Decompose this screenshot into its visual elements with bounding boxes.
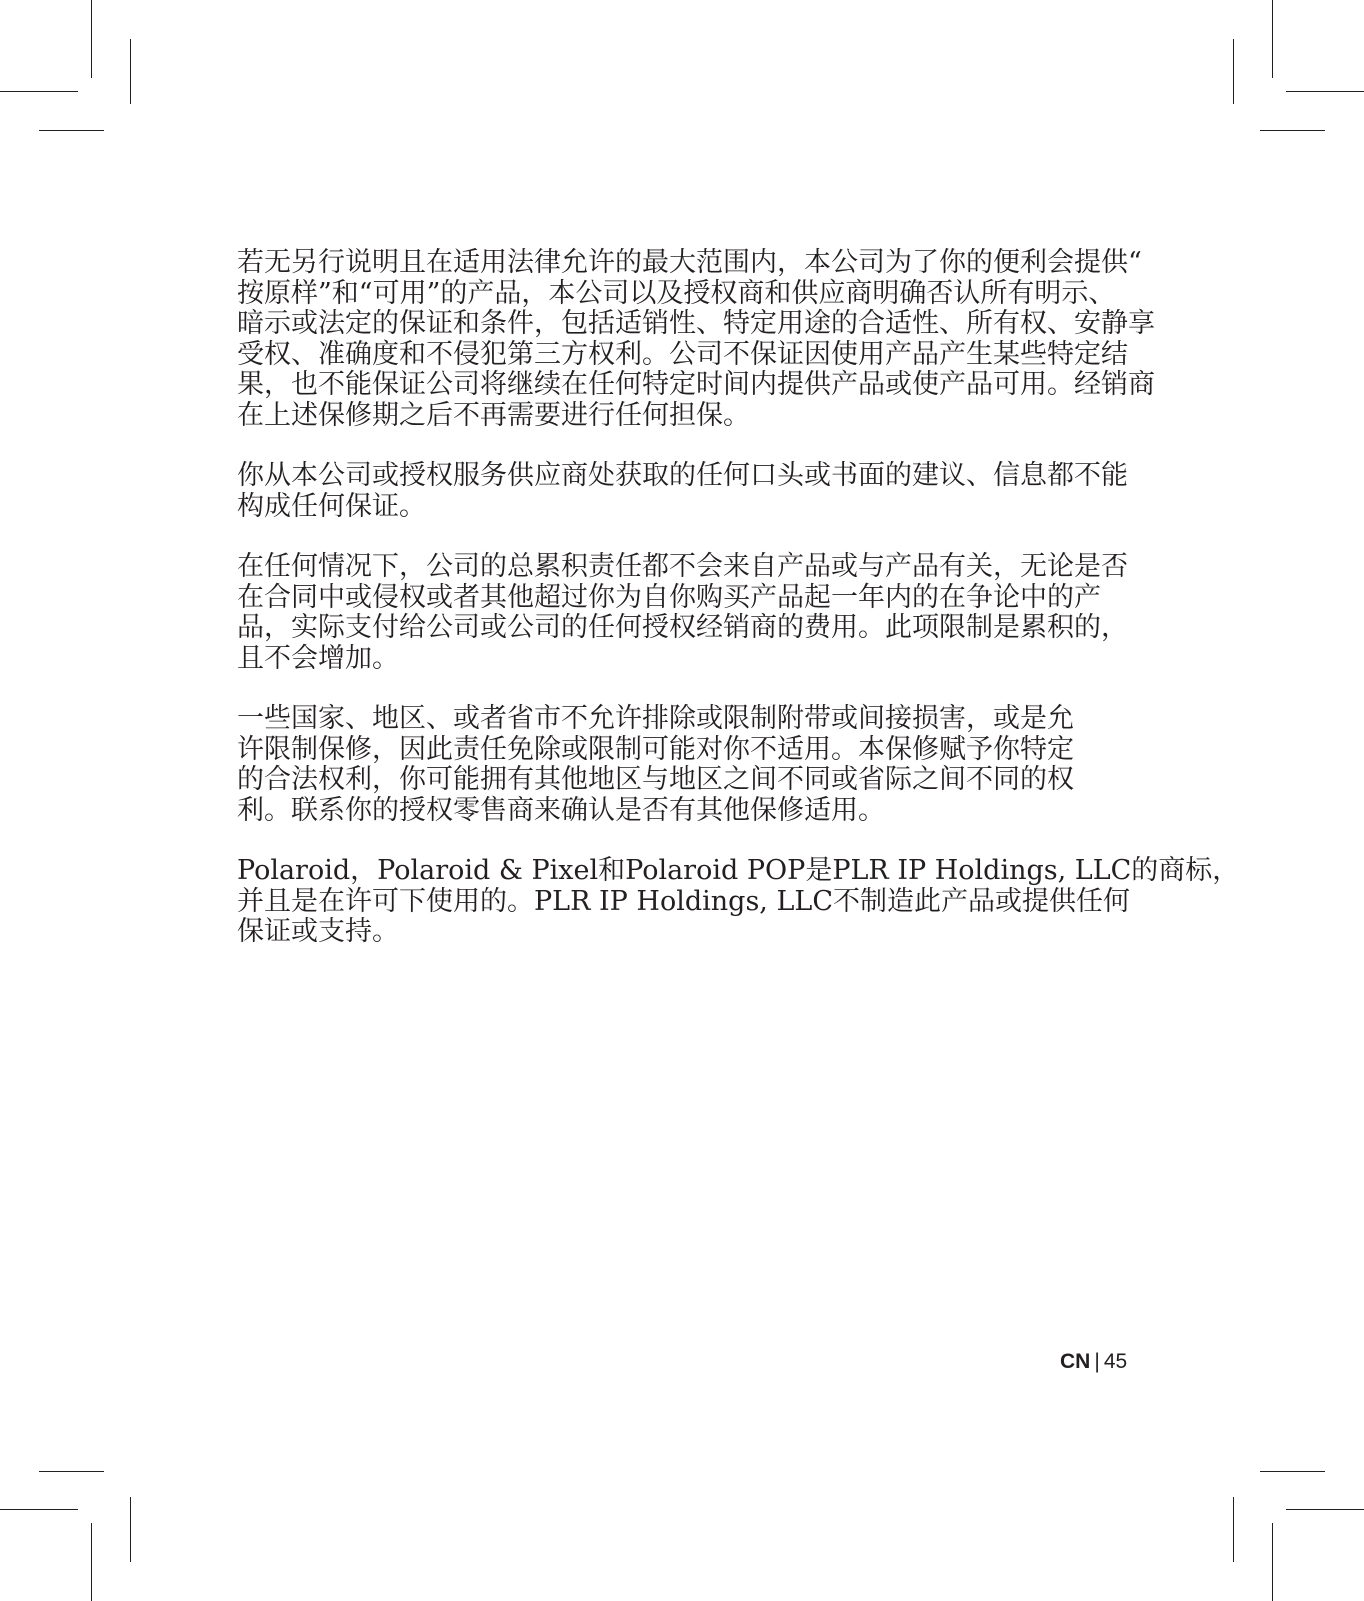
page-number: 45 bbox=[1103, 1350, 1128, 1373]
crop-mark bbox=[0, 91, 78, 92]
crop-mark bbox=[1260, 1471, 1325, 1472]
text-line: 利。联系你的授权零售商来确认是否有其他保修适用。 bbox=[237, 794, 885, 826]
footer-separator: | bbox=[1094, 1350, 1100, 1373]
crop-mark bbox=[1233, 1497, 1234, 1562]
text-line: 受权、准确度和不侵犯第三方权利。公司不保证因使用产品产生某些特定结 bbox=[237, 338, 1128, 370]
crop-mark bbox=[39, 1471, 104, 1472]
crop-mark bbox=[1272, 0, 1273, 78]
paragraph-jurisdiction bbox=[237, 704, 1127, 826]
text-line: 一些国家、地区、或者省市不允许排除或限制附带或间接损害，或是允 bbox=[237, 703, 1074, 734]
text-line: 品，实际支付给公司或公司的任何授权经销商的费用。此项限制是累积的， bbox=[237, 612, 1128, 643]
crop-mark bbox=[91, 0, 92, 78]
text-line: 按原样”和“可用”的产品，本公司以及授权商和供应商明确否认所有明示、 bbox=[237, 277, 1116, 309]
text-line: 暗示或法定的保证和条件，包括适销性、特定用途的合适性、所有权、安静享 bbox=[237, 308, 1155, 339]
paragraph-advice bbox=[237, 461, 1127, 522]
text-line: 的合法权利，你可能拥有其他地区与地区之间不同或省际之间不同的权 bbox=[237, 764, 1074, 795]
paragraph-liability bbox=[237, 552, 1127, 674]
crop-mark bbox=[1286, 91, 1364, 92]
page-footer bbox=[1060, 1350, 1150, 1374]
crop-mark bbox=[1272, 1523, 1273, 1601]
text-line: 并且是在许可下使用的。PLR IP Holdings, LLC不制造此产品或提供任何 bbox=[237, 885, 1130, 917]
text-line: 若无另行说明且在适用法律允许的最大范围内，本公司为了你的便利会提供“ bbox=[237, 247, 1142, 278]
text-line: 你从本公司或授权服务供应商处获取的任何口头或书面的建议、信息都不能 bbox=[237, 460, 1128, 491]
crop-mark bbox=[130, 39, 131, 104]
warranty-text bbox=[237, 247, 1240, 978]
text-line: 在任何情况下，公司的总累积责任都不会来自产品或与产品有关，无论是否 bbox=[237, 551, 1128, 582]
crop-mark bbox=[91, 1523, 92, 1601]
text-line: 保证或支持。 bbox=[237, 916, 399, 947]
paragraph-disclaimer bbox=[237, 247, 1155, 431]
crop-mark bbox=[39, 130, 104, 131]
text-line: 许限制保修，因此责任免除或限制可能对你不适用。本保修赋予你特定 bbox=[237, 733, 1074, 765]
crop-mark bbox=[1233, 39, 1234, 104]
crop-mark bbox=[130, 1497, 131, 1562]
text-line: Polaroid，Polaroid & Pixel和Polaroid POP是PLR IP Holdings, LLC的商标， bbox=[237, 855, 1240, 886]
text-line: 在上述保修期之后不再需要进行任何担保。 bbox=[237, 399, 750, 431]
language-code: CN bbox=[1060, 1350, 1091, 1373]
paragraph-trademark bbox=[237, 855, 1240, 948]
crop-mark bbox=[1286, 1509, 1364, 1510]
crop-mark bbox=[1260, 130, 1325, 131]
text-line: 果，也不能保证公司将继续在任何特定时间内提供产品或使产品可用。经销商 bbox=[237, 369, 1155, 400]
crop-mark bbox=[0, 1509, 78, 1510]
text-line: 且不会增加。 bbox=[237, 642, 399, 674]
text-line: 构成任何保证。 bbox=[237, 490, 426, 522]
text-line: 在合同中或侵权或者其他超过你为自你购买产品起一年内的在争论中的产 bbox=[237, 581, 1101, 613]
